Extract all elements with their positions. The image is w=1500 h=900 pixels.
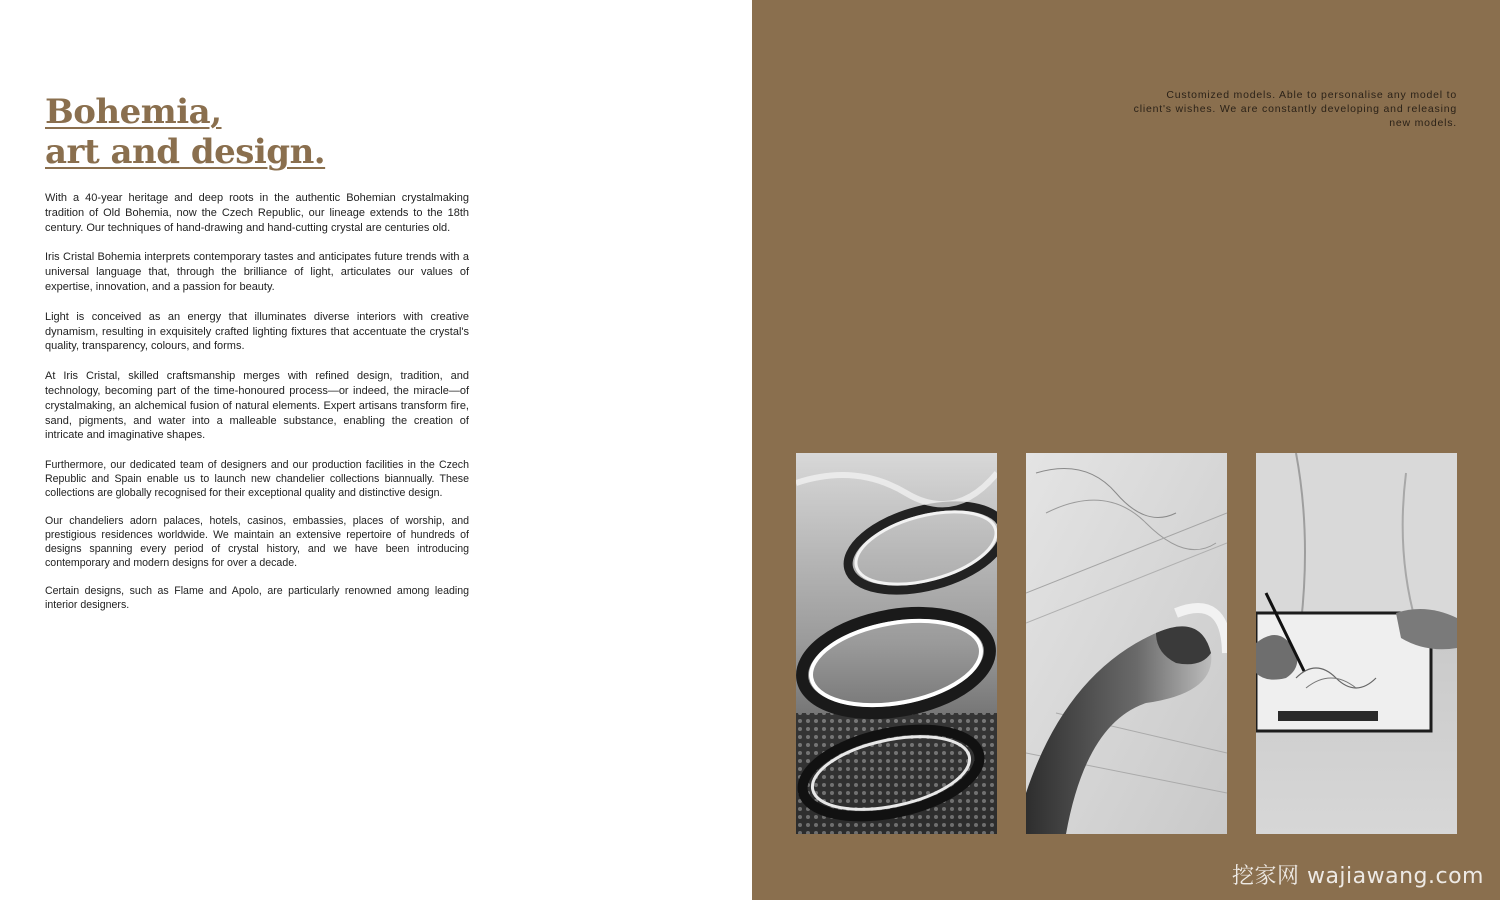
title-line-1: Bohemia, [45, 92, 222, 132]
designer-drawing-photo [1256, 453, 1457, 834]
crystal-closeup-photo [796, 453, 997, 834]
watermark-text: 挖家网 wajiawang.com [1231, 864, 1484, 889]
page-title [45, 92, 325, 172]
customized-models-caption: Customized models. Able to personalise any model to client's wishes. We are constantly developing and releasing new models. [1133, 89, 1457, 130]
title-line-2: art and design. [45, 132, 326, 172]
paragraph-contemporary: Iris Cristal Bohemia interprets contemporary tastes and anticipates future trends with a universal language that, through the brilliance of light, articulates our values of expertise, innovation, and a passion for beauty. [45, 251, 469, 293]
paragraph-craftsmanship: At Iris Cristal, skilled craftsmanship merges with refined design, tradition, and technology, becoming part of the time-honoured process—or indeed, the miracle—of crystalmaking, an alchemical fusion of natural elements. Expert artisans transform fire, sand, pigments, and water into a malleable substance, enabling the creation of intricate and imaginative shapes. [45, 370, 469, 442]
paragraph-heritage: With a 40-year heritage and deep roots in the authentic Bohemian crystalmaking tradition of Old Bohemia, now the Czech Republic, our lineage extends to the 18th century. Our techniques of hand-drawing and hand-cutting crystal are centuries old. [45, 192, 469, 234]
sketch-drawing-photo [1026, 453, 1227, 834]
paragraph-renowned-designs: Certain designs, such as Flame and Apolo, are particularly renowned among leading interior designers. [45, 585, 469, 612]
paragraph-chandeliers: Our chandeliers adorn palaces, hotels, casinos, embassies, places of worship, and prestigious residences worldwide. We maintain an extensive repertoire of hundreds of designs spanning every period of crystal history, and we have been introducing contemporary and modern designs for over a decade. [45, 515, 469, 570]
paragraph-light: Light is conceived as an energy that illuminates diverse interiors with creative dynamism, resulting in exquisitely crafted lighting fixtures that accentuate the crystal's quality, transparency, colours, and forms. [45, 310, 469, 353]
body-text [45, 191, 469, 626]
paragraph-designers: Furthermore, our dedicated team of designers and our production facilities in the Czech Republic and Spain enable us to launch new chandelier collections biannually. These collections are globally recognised for their exceptional quality and distinctive design. [45, 459, 469, 500]
